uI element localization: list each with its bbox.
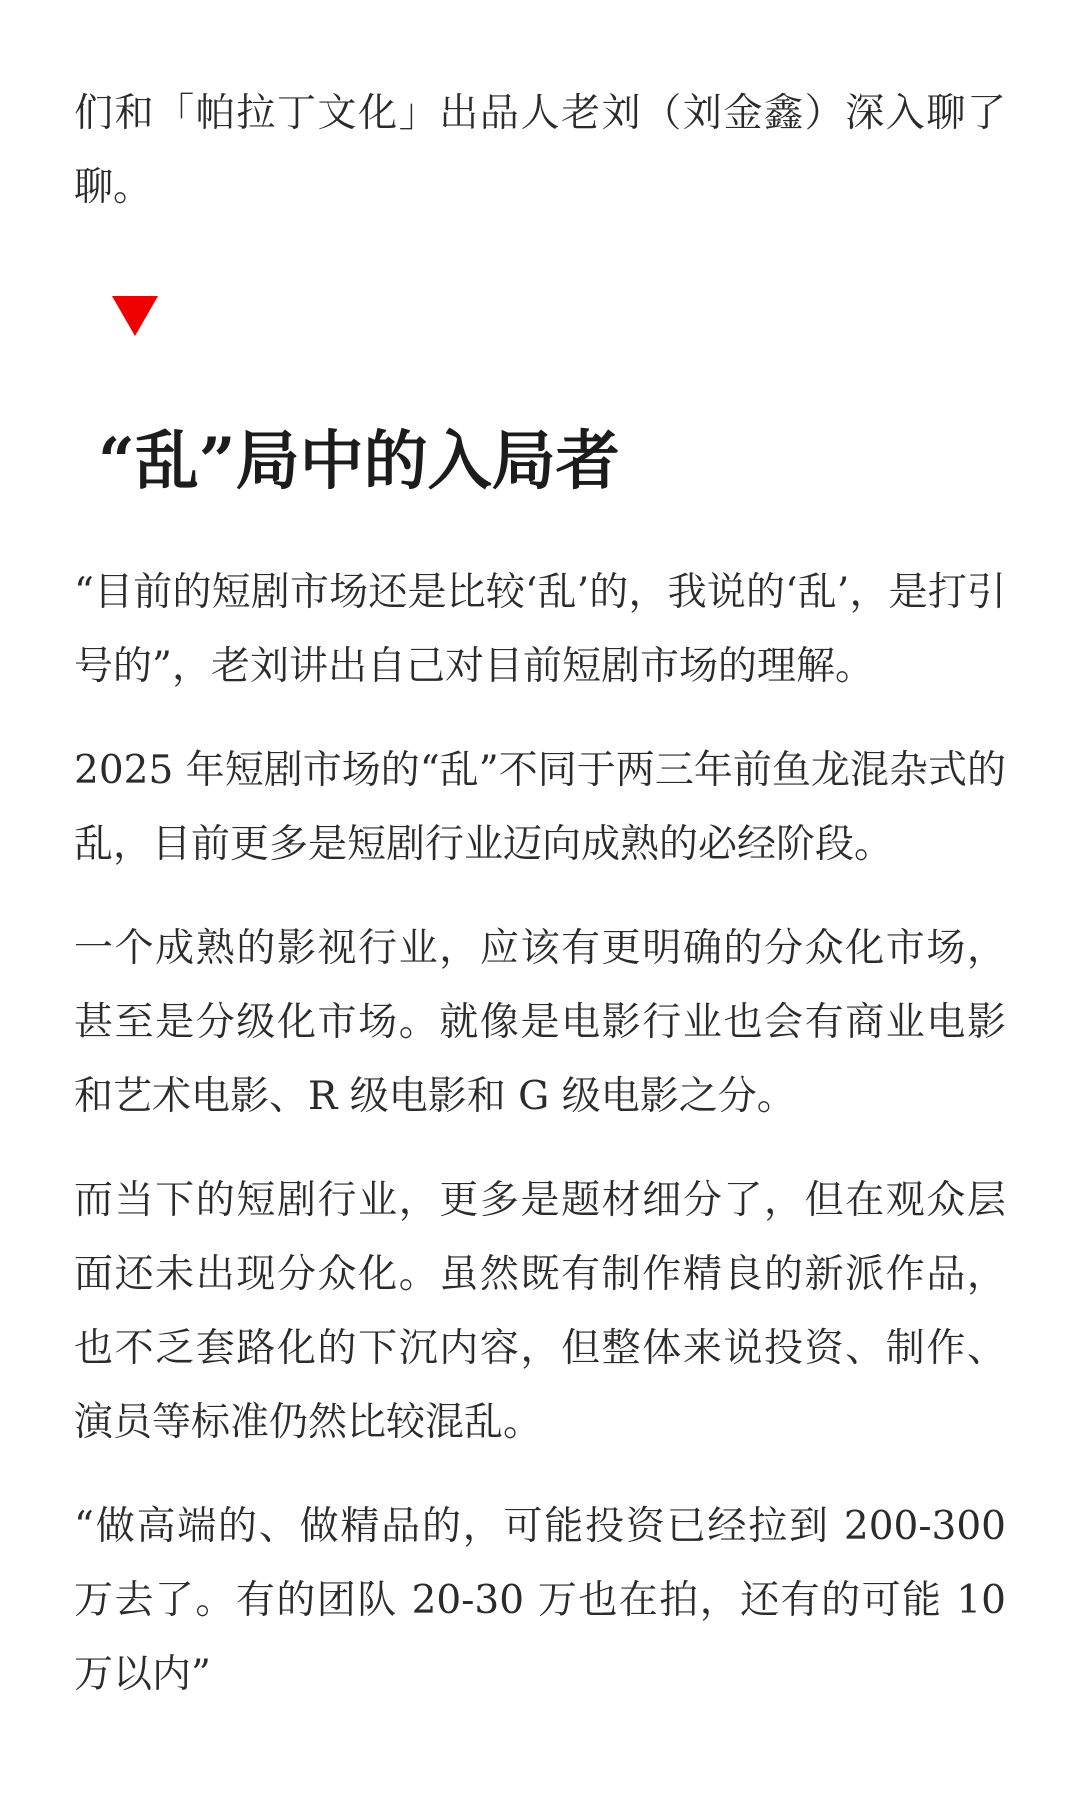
paragraph-3: 一个成熟的影视行业，应该有更明确的分众化市场，甚至是分级化市场。就像是电影行业也会有商业电影和艺术电影、R 级电影和 G 级电影之分。 bbox=[74, 926, 1006, 1119]
paragraph-4: 而当下的短剧行业，更多是题材细分了，但在观众层面还未出现分众化。虽然既有制作精良的新派作品，也不乏套路化的下沉内容，但整体来说投资、制作、演员等标准仍然比较混乱。 bbox=[74, 1178, 1006, 1445]
red-down-triangle-icon bbox=[112, 296, 158, 336]
paragraph-5: “做高端的、做精品的，可能投资已经拉到 200-300 万去了。有的团队 20-30 万也在拍，还有的可能 10 万以内” bbox=[74, 1504, 1006, 1697]
intro-paragraph: 们和「帕拉丁文化」出品人老刘（刘金鑫）深入聊了聊。 bbox=[74, 91, 1006, 210]
paragraph-1: “目前的短剧市场还是比较‘乱’的，我说的‘乱’，是打引号的”，老刘讲出自己对目前短剧市场的理解。 bbox=[74, 570, 1006, 689]
paragraph-2: 2025 年短剧市场的“乱”不同于两三年前鱼龙混杂式的乱，目前更多是短剧行业迈向成熟的必经阶段。 bbox=[74, 748, 1006, 867]
article-body bbox=[74, 556, 1006, 1742]
section-heading: “乱”局中的入局者 bbox=[98, 424, 620, 499]
